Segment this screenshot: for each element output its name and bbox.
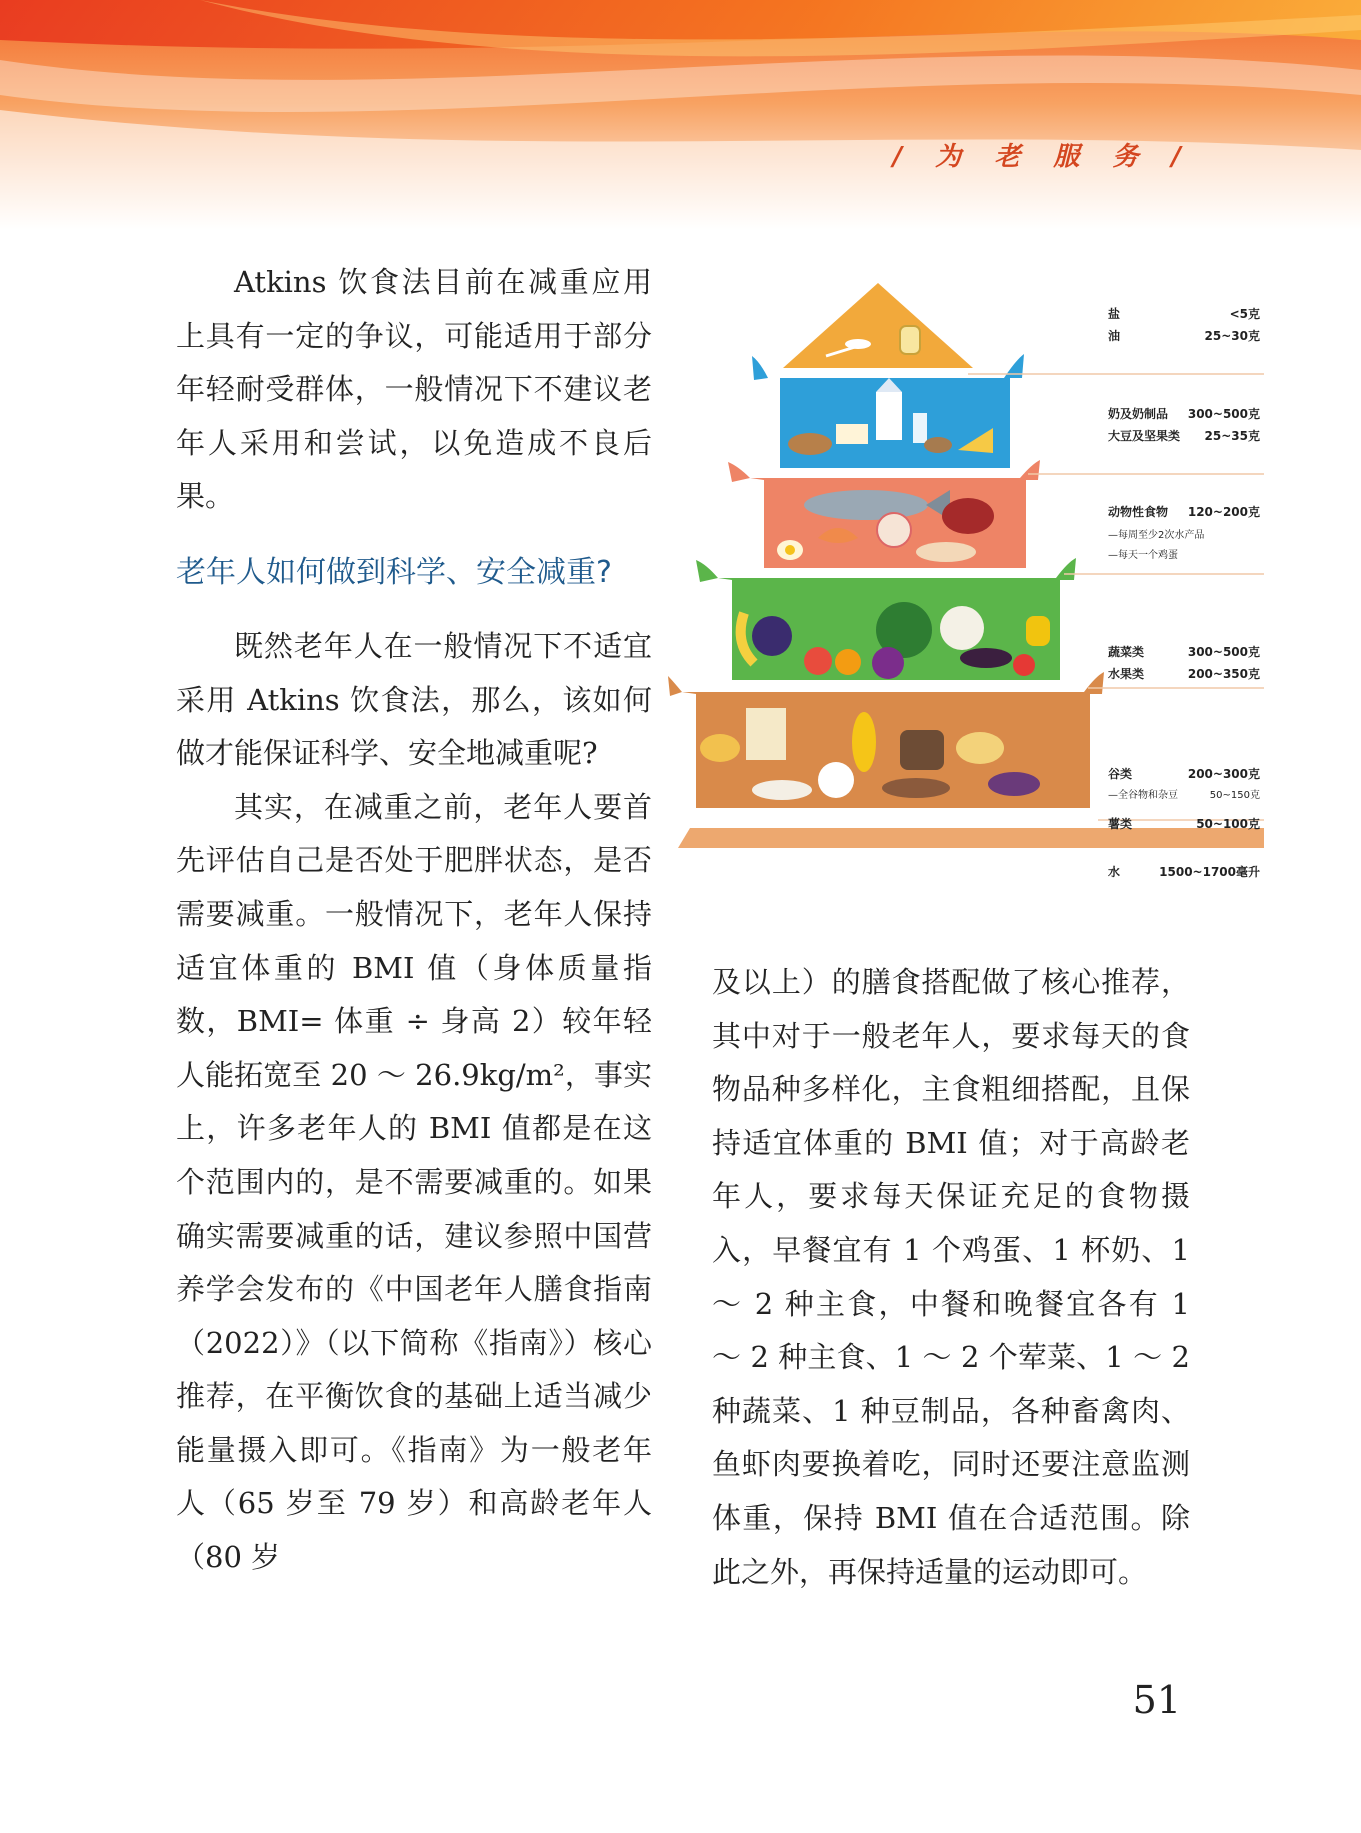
legend-oil-amount: 25~30克 <box>1204 329 1260 343</box>
section-tag: / 为 老 服 务 / <box>892 142 1193 172</box>
legend-dairy-amount: 300~500克 <box>1187 407 1260 421</box>
beans-icon <box>882 778 950 798</box>
paragraph-question: 既然老年人在一般情况下不适宜采用 Atkins 饮食法，那么，该如何做才能保证科学、安全地减重呢? <box>176 628 652 771</box>
potato-icon <box>700 734 740 762</box>
orange-icon <box>835 649 861 675</box>
legend-wholegrain: —全谷物和杂豆 <box>1108 790 1178 801</box>
legend-dairy: 奶及奶制品 <box>1108 407 1169 421</box>
legend-grains: 谷类 <box>1108 767 1133 781</box>
legend-soy-nuts-amount: 25~35克 <box>1204 429 1260 443</box>
legend-vegetables: 蔬菜类 <box>1108 645 1145 659</box>
purple-cabbage-icon <box>872 647 904 679</box>
milk-carton-icon <box>876 392 902 440</box>
legend-grains-amount: 200~300克 <box>1187 767 1260 781</box>
paragraph-atkins: Atkins 饮食法目前在减重应用上具有一定的争议，可能适用于部分年轻耐受群体，一般情况下不建议老年人采用和尝试，以免造成不良后果。 <box>176 265 652 514</box>
section-heading: 老年人如何做到科学、安全减重? <box>176 554 612 590</box>
sweet-potato-icon <box>988 772 1040 796</box>
legend-animal: 动物性食物 <box>1108 505 1169 519</box>
nuts-icon <box>788 433 832 455</box>
legend-soy-nuts: 大豆及坚果类 <box>1108 429 1181 443</box>
legend-salt: 盐 <box>1108 307 1121 321</box>
pyramid-tier-salt-oil <box>783 283 973 368</box>
pyramid-tier-dairy <box>752 354 1024 468</box>
page-number: 51 <box>1132 1678 1181 1722</box>
food-pyramid <box>668 268 1264 898</box>
legend-oil: 油 <box>1108 329 1121 343</box>
bread-icon <box>900 730 944 770</box>
left-column <box>176 256 652 1585</box>
legend-fruits-amount: 200~350克 <box>1187 667 1260 681</box>
noodles-icon <box>746 708 786 760</box>
banner-swoosh-graphic <box>0 0 1361 230</box>
steamed-bun-icon <box>956 732 1004 764</box>
rice-bowl-icon <box>818 762 854 798</box>
tomato-icon <box>1013 654 1035 676</box>
legend-egg-note: —每天一个鸡蛋 <box>1108 550 1178 561</box>
legend-vegetables-amount: 300~500克 <box>1187 645 1260 659</box>
legend-water: 水 <box>1108 865 1121 879</box>
legend-animal-amount: 120~200克 <box>1187 505 1260 519</box>
dumplings-icon <box>752 780 812 800</box>
header-banner <box>0 0 1361 230</box>
pyramid-tier-grains <box>668 672 1104 808</box>
cauliflower-icon <box>940 606 984 650</box>
pyramid-tier-vegetables-fruits <box>696 558 1076 680</box>
legend-tubers-amount: 50~100克 <box>1196 817 1260 831</box>
pyramid-tier-animal <box>728 460 1040 568</box>
legend-water-amount: 1500~1700毫升 <box>1159 865 1260 879</box>
right-column <box>712 956 1190 1599</box>
legend-tubers: 薯类 <box>1108 817 1133 831</box>
paragraph-guidance: 其实，在减重之前，老年人要首先评估自己是否处于肥胖状态，是否需要减重。一般情况下，老年人保持适宜体重的 BMI 值（身体质量指数，BMI= 体重 ÷ 身高 2）较年轻人能拓宽至 20 ～ 26.9kg/m²，事实上，许多老年人的 BMI 值都是在这个范围内的，是不需要减重的。如果确实需要减重的话，建议参照中国营养学会发布的《中国老年人膳食指南（2022）》（以下简称《指南》）核心推荐，在平衡饮食的基础上适当减少能量摄入即可。《指南》为一般老年人（65 岁至 79 岁）和高龄老年人（80 岁 <box>176 789 652 1575</box>
apple-icon <box>804 647 832 675</box>
legend-aquatic-note: —每周至少2次水产品 <box>1108 530 1205 541</box>
legend-fruits: 水果类 <box>1108 667 1145 681</box>
eggplant-icon <box>960 648 1012 668</box>
legend-salt-amount: <5克 <box>1229 307 1260 321</box>
pepper-icon <box>1026 616 1050 646</box>
fish-icon <box>804 490 928 520</box>
grapes-icon <box>752 616 792 656</box>
chicken-leg-icon <box>916 542 976 562</box>
meat-icon <box>942 498 994 534</box>
paragraph-continuation: 及以上）的膳食搭配做了核心推荐，其中对于一般老年人，要求每天的食物品种多样化，主食粗细搭配，且保持适宜体重的 BMI 值；对于高龄老年人，要求每天保证充足的食物摄入，早餐宜有 1 个鸡蛋、1 杯奶、1 ～ 2 种主食，中餐和晚餐宜各有 1 ～ 2 种主食、1 ～ 2 个荤菜、1 ～ 2 种蔬菜、1 种豆制品，各种畜禽肉、鱼虾肉要换着吃，同时还要注意监测体重，保持 BMI 值在合适范围。除此之外，再保持适量的运动即可。 <box>712 965 1190 1589</box>
corn-icon <box>852 712 876 772</box>
legend-wholegrain-amount: 50~150克 <box>1209 790 1260 801</box>
pyramid-tier-water <box>678 828 1264 848</box>
oil-bottle-icon <box>900 326 920 354</box>
